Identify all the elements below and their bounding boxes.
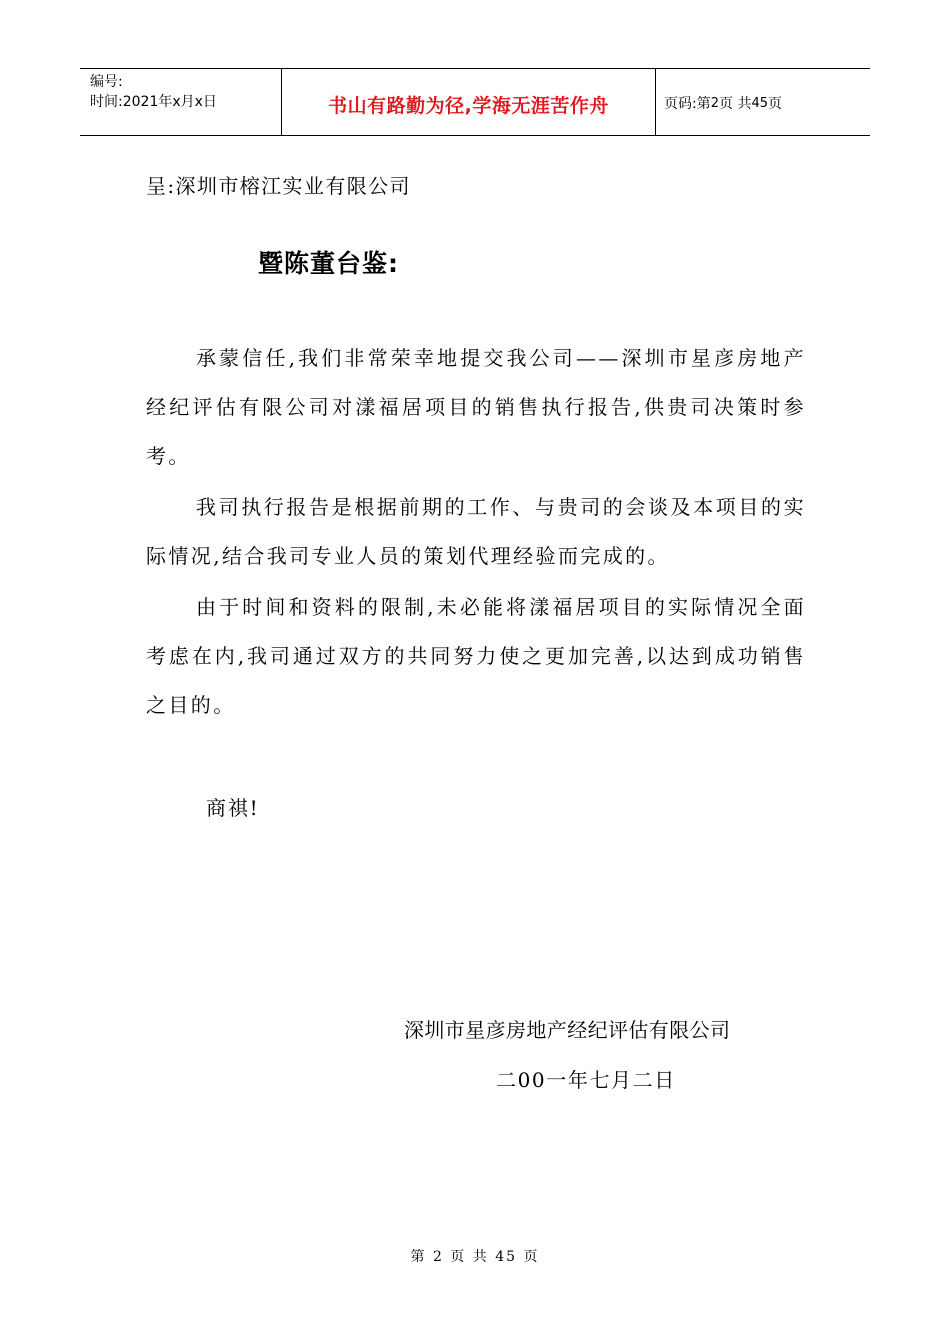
letter-recipient: 呈:深圳市榕江实业有限公司 [146,174,411,198]
page-footer: 第 2 页 共 45 页 [410,1249,540,1265]
letter-closing: 商祺! [206,796,260,820]
letter-paragraph: 承蒙信任,我们非常荣幸地提交我公司——深圳市星彦房地产经纪评估有限公司对漾福居项目的销售执行报告,供贵司决策时参考。 [146,346,806,468]
page-end: 页 [768,96,782,112]
letter-signature: 深圳市星彦房地产经纪评估有限公司 [404,1018,731,1042]
letter-salutation: 暨陈董台鉴: [258,249,399,278]
letter-date: 二00一年七月二日 [496,1068,676,1092]
letter-paragraph: 我司执行报告是根据前期的工作、与贵司的会谈及本项目的实际情况,结合我司专业人员的策划代理经验而完成的。 [146,495,806,568]
page-header [80,68,870,136]
page-mid: 页 共 [719,96,752,112]
page-label: 页码:第 [664,96,711,112]
letter-paragraph: 由于时间和资料的限制,未必能将漾福居项目的实际情况全面考虑在内,我司通过双方的共同努力使之更加完善,以达到成功销售之目的。 [146,595,806,717]
document-time: 时间:2021年x月x日 [90,94,217,110]
header-motto: 书山有路勤为径,学海无涯苦作舟 [282,69,656,135]
page-total: 45 [751,95,768,111]
header-page-info [656,69,870,135]
page-current: 2 [710,95,719,111]
header-meta [80,69,282,135]
document-number: 编号: [90,74,123,90]
